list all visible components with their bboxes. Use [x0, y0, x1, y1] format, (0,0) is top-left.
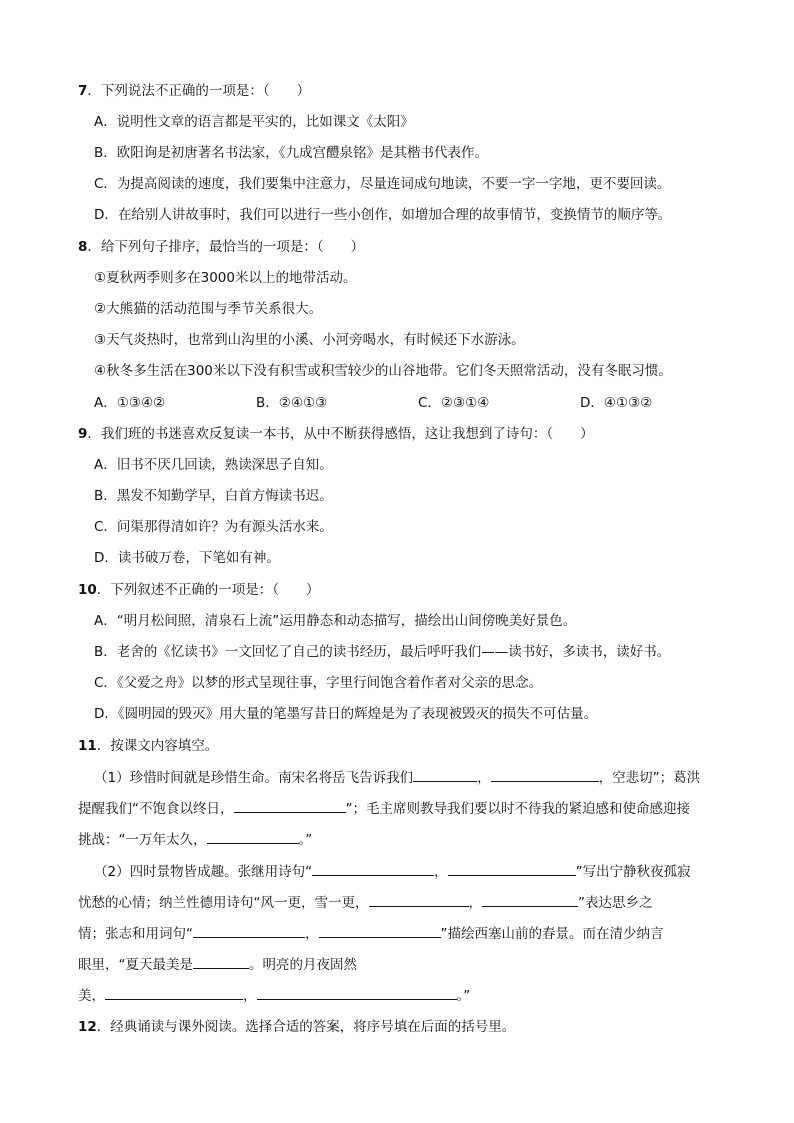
answer-blank[interactable]	[105, 985, 243, 1000]
q11-part1-line2: 提醒我们“不饱食以终日， ”；毛主席则教导我们要以时不待我的紧迫感和使命感迎接	[78, 798, 690, 819]
question-number: 8	[78, 239, 88, 255]
q7-option-b: B．欧阳询是初唐著名书法家，《九成宫醴泉铭》是其楷书代表作。	[94, 145, 489, 161]
question-text: 我们班的书迷喜欢反复读一本书，从中不断获得感悟，这让我想到了诗句：（ ）	[100, 426, 594, 442]
answer-blank[interactable]	[491, 767, 599, 782]
answer-blank[interactable]	[257, 985, 457, 1000]
question-number: 9	[78, 426, 88, 442]
q10-option-d: D．《圆明园的毁灭》用大量的笔墨写昔日的辉煌是为了表现被毁灭的损失不可估量。	[94, 706, 598, 722]
question-number: 11	[78, 738, 97, 754]
q11-part2-line4: 眼里，“夏天最美是 。明亮的月夜固然	[78, 954, 357, 975]
q11-part2-line5: 美， ， 。”	[78, 985, 470, 1006]
question-text: 给下列句子排序，最恰当的一项是：（ ）	[100, 239, 365, 255]
question-8-stem: 8．给下列句子排序，最恰当的一项是：（ ）	[78, 239, 365, 255]
question-text: 经典诵读与课外阅读。选择合适的答案，将序号填在后面的括号里。	[110, 1019, 516, 1035]
question-text: 下列说法不正确的一项是：（ ）	[100, 83, 311, 99]
q7-option-c: C．为提高阅读的速度，我们要集中注意力，尽量连词成句地读，不要一字一字地，更不要回读。	[94, 176, 671, 192]
q11-part1-line1: （1）珍惜时间就是珍惜生命。南宋名将岳飞告诉我们 ， ，空悲切”；葛洪	[94, 767, 700, 788]
question-text: 按课文内容填空。	[110, 738, 219, 754]
q8-sentence-3: ③天气炎热时，也常到山沟里的小溪、小河旁喝水，有时候还下水游泳。	[94, 332, 525, 348]
question-text: 下列叙述不正确的一项是：（ ）	[110, 582, 320, 598]
q9-option-a: A．旧书不厌几回读，熟读深思子自知。	[94, 457, 333, 473]
question-10-stem: 10．下列叙述不正确的一项是：（ ）	[78, 582, 320, 598]
answer-blank[interactable]	[207, 829, 299, 844]
answer-blank[interactable]	[193, 923, 305, 938]
q8-choice-c: C．②③①④	[418, 395, 490, 411]
answer-blank[interactable]	[448, 861, 576, 876]
question-number: 10	[78, 582, 97, 598]
answer-blank[interactable]	[369, 892, 469, 907]
question-12-stem: 12．经典诵读与课外阅读。选择合适的答案，将序号填在后面的括号里。	[78, 1019, 516, 1035]
q8-choice-a: A．①③④②	[94, 395, 166, 411]
question-number: 12	[78, 1019, 97, 1035]
q9-option-b: B．黑发不知勤学早，白首方悔读书迟。	[94, 488, 333, 504]
q9-option-d: D．读书破万卷，下笔如有神。	[94, 550, 280, 566]
question-number: 7	[78, 83, 88, 99]
q11-part2-line2: 忧愁的心情；纳兰性德用诗句“风一更，雪一更， ， ”表达思乡之	[78, 892, 653, 913]
q9-option-c: C．问渠那得清如许？为有源头活水来。	[94, 519, 333, 535]
answer-blank[interactable]	[482, 892, 578, 907]
q8-choice-b: B．②④①③	[256, 395, 328, 411]
q11-part2-line3: 情；张志和用词句“ ， ”描绘西塞山前的春景。而在清少纳言	[78, 923, 664, 944]
question-11-stem: 11．按课文内容填空。	[78, 738, 219, 754]
q8-sentence-1: ①夏秋两季则多在3000米以上的地带活动。	[94, 270, 357, 286]
answer-blank[interactable]	[193, 954, 249, 969]
q10-option-a: A．“明月松间照，清泉石上流”运用静态和动态描写，描绘出山间傍晚美好景色。	[94, 613, 577, 629]
answer-blank[interactable]	[312, 861, 434, 876]
q10-option-c: C．《父爱之舟》以梦的形式呈现往事，字里行间饱含着作者对父亲的思念。	[94, 675, 543, 691]
answer-blank[interactable]	[234, 798, 346, 813]
q8-sentence-2: ②大熊猫的活动范围与季节关系很大。	[94, 301, 323, 317]
q8-sentence-4: ④秋冬多生活在300米以下没有积雪或积雪较少的山谷地带。它们冬天照常活动，没有冬眠习惯。	[94, 363, 672, 379]
question-7-stem: 7．下列说法不正确的一项是：（ ）	[78, 83, 311, 99]
q11-part1-line3: 挑战：“一万年太久， 。”	[78, 829, 312, 850]
question-9-stem: 9．我们班的书迷喜欢反复读一本书，从中不断获得感悟，这让我想到了诗句：（ ）	[78, 426, 594, 442]
q10-option-b: B．老舍的《忆读书》一文回忆了自己的读书经历，最后呼吁我们——读书好，多读书，读好书。	[94, 644, 671, 660]
q8-choice-d: D．④①③②	[580, 395, 653, 411]
answer-blank[interactable]	[413, 767, 477, 782]
q7-option-d: D．在给别人讲故事时，我们可以进行一些小创作，如增加合理的故事情节，变换情节的顺序等。	[94, 207, 672, 223]
answer-blank[interactable]	[319, 923, 441, 938]
q11-part2-line1: （2）四时景物皆成趣。张继用诗句“ ， ”写出宁静秋夜孤寂	[94, 861, 691, 882]
q8-choices	[94, 393, 734, 413]
q7-option-a: A．说明性文章的语言都是平实的，比如课文《太阳》	[94, 114, 414, 130]
